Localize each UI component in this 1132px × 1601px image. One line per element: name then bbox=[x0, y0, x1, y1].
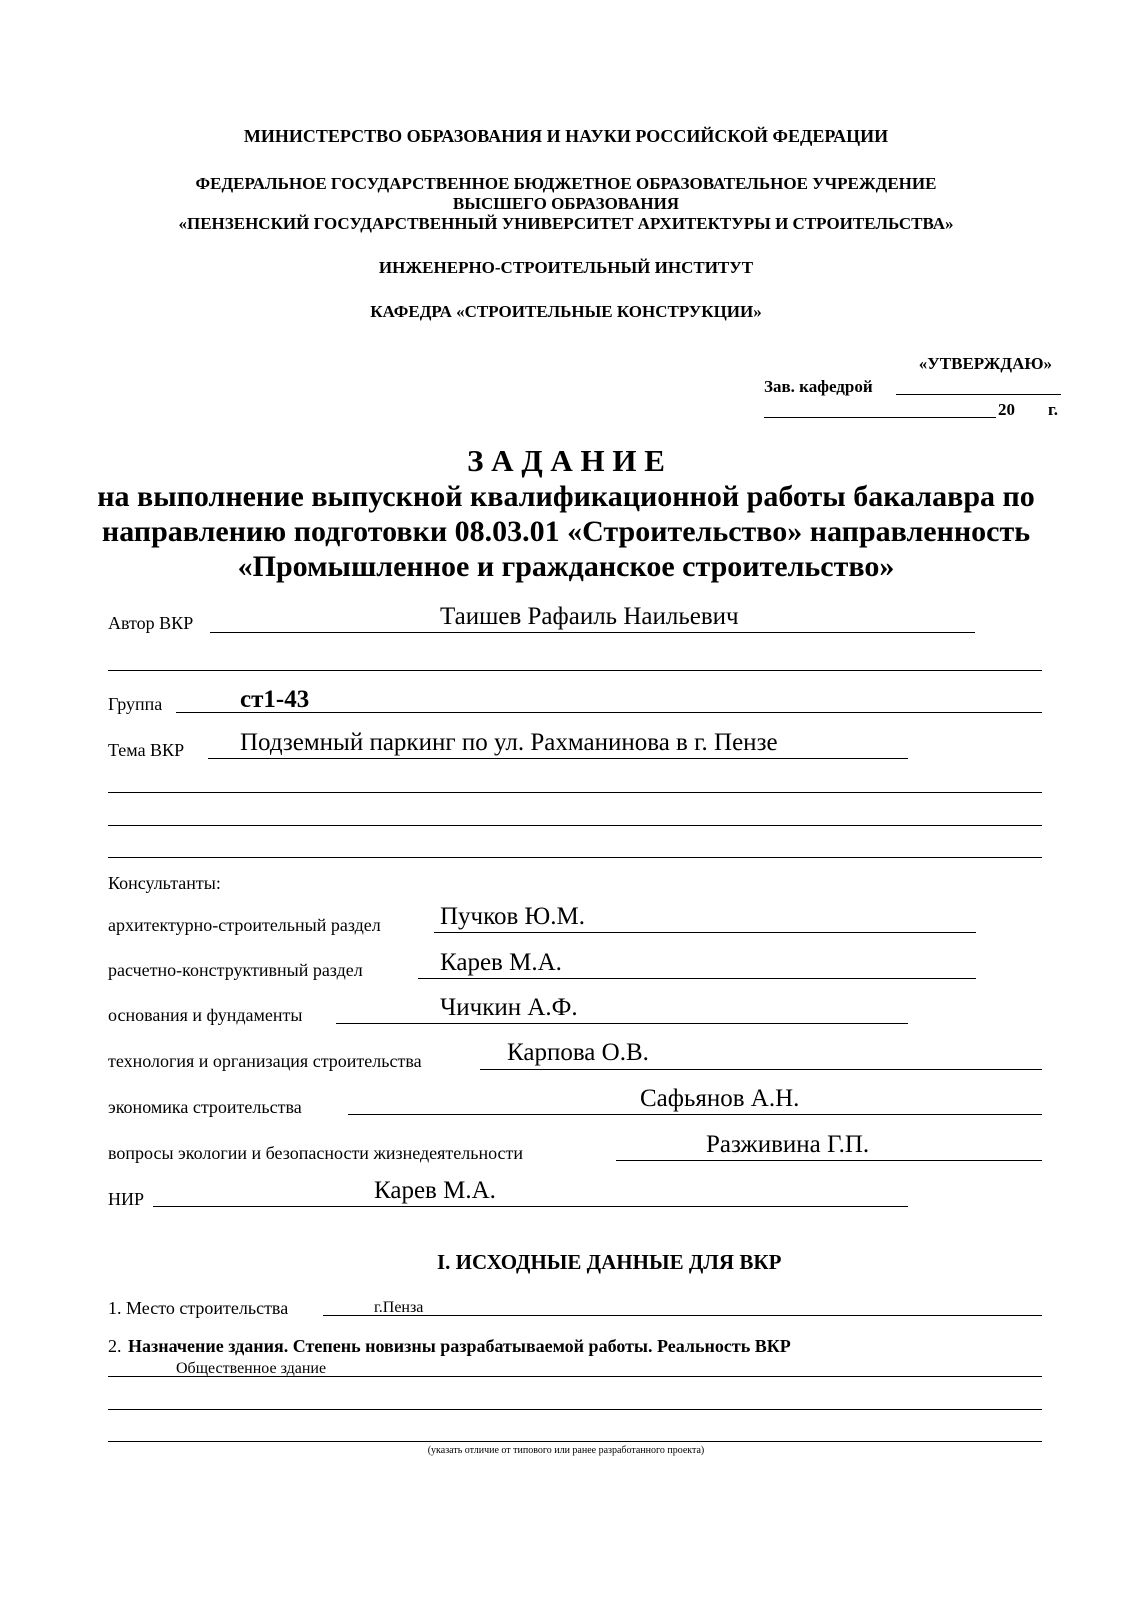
construction-site-value: г.Пенза bbox=[374, 1299, 424, 1316]
consultant-value-structural: Карев М.А. bbox=[440, 949, 562, 976]
author-line bbox=[210, 632, 975, 633]
consultant-line-technology bbox=[480, 1069, 1042, 1070]
group-value: ст1-43 bbox=[240, 686, 310, 713]
approval-date-line bbox=[764, 417, 996, 418]
construction-site-label: 1. Место строительства bbox=[108, 1298, 289, 1318]
consultant-value-research: Карев М.А. bbox=[374, 1177, 496, 1204]
consultants-heading: Консультанты: bbox=[108, 873, 221, 893]
building-purpose-number: 2. bbox=[108, 1336, 122, 1356]
consultant-label-technology: технология и организация строительства bbox=[108, 1051, 422, 1071]
title-line-2: направлению подготовки 08.03.01 «Строительство» направленность bbox=[101, 515, 1031, 548]
consultant-value-foundations: Чичкин А.Ф. bbox=[440, 994, 578, 1021]
consultant-value-technology: Карпова О.В. bbox=[507, 1039, 649, 1066]
consultant-line-foundations bbox=[336, 1023, 908, 1024]
institute-heading: ИНЖЕНЕРНО-СТРОИТЕЛЬНЫЙ ИНСТИТУТ bbox=[378, 258, 754, 277]
building-purpose-note: (указать отличие от типового или ранее разработанного проекта) bbox=[427, 1445, 705, 1456]
head-signature-line bbox=[896, 394, 1061, 395]
group-label: Группа bbox=[108, 694, 163, 714]
consultant-label-architecture: архитектурно-строительный раздел bbox=[108, 915, 381, 935]
consultant-line-research bbox=[153, 1206, 908, 1207]
title-line-3: «Промышленное и гражданское строительство» bbox=[237, 550, 895, 583]
institution-line-2: ВЫСШЕГО ОБРАЗОВАНИЯ bbox=[452, 194, 680, 213]
building-purpose-label: Назначение здания. Степень новизны разрабатываемой работы. Реальность ВКР bbox=[128, 1336, 791, 1356]
consultant-label-foundations: основания и фундаменты bbox=[108, 1005, 303, 1025]
topic-extra-line-1 bbox=[108, 792, 1042, 793]
topic-label: Тема ВКР bbox=[108, 740, 185, 760]
building-purpose-line-2 bbox=[108, 1409, 1042, 1410]
consultant-line-architecture bbox=[434, 932, 976, 933]
institution-line-3: «ПЕНЗЕНСКИЙ ГОСУДАРСТВЕННЫЙ УНИВЕРСИТЕТ АРХИТЕКТУРЫ И СТРОИТЕЛЬСТВА» bbox=[178, 214, 954, 233]
consultant-label-ecology: вопросы экологии и безопасности жизнедеятельности bbox=[108, 1143, 524, 1163]
topic-line bbox=[208, 758, 908, 759]
approval-year-prefix: 20 bbox=[998, 400, 1015, 419]
topic-value: Подземный паркинг по ул. Рахманинова в г. Пензе bbox=[240, 729, 778, 756]
author-label: Автор ВКР bbox=[108, 613, 194, 633]
department-heading: КАФЕДРА «СТРОИТЕЛЬНЫЕ КОНСТРУКЦИИ» bbox=[370, 302, 762, 321]
topic-extra-line-2 bbox=[108, 825, 1042, 826]
section-1-title: I. ИСХОДНЫЕ ДАННЫЕ ДЛЯ ВКР bbox=[437, 1250, 782, 1274]
author-value: Таишев Рафаиль Наильевич bbox=[440, 603, 739, 630]
building-purpose-line-3 bbox=[108, 1441, 1042, 1442]
topic-extra-line-3 bbox=[108, 857, 1042, 858]
consultant-label-economics: экономика строительства bbox=[108, 1097, 302, 1117]
consultant-value-ecology: Разживина Г.П. bbox=[706, 1131, 870, 1158]
consultant-value-architecture: Пучков Ю.М. bbox=[440, 903, 585, 930]
consultant-line-economics bbox=[348, 1114, 1042, 1115]
approval-year-suffix: г. bbox=[1048, 400, 1059, 419]
author-extra-line bbox=[108, 670, 1042, 671]
head-of-department-label: Зав. кафедрой bbox=[764, 377, 873, 396]
title-line-1: на выполнение выпускной квалификационной работы бакалавра по bbox=[97, 480, 1035, 513]
building-purpose-value: Общественное здание bbox=[176, 1360, 327, 1377]
consultant-value-economics: Сафьянов А.Н. bbox=[640, 1085, 800, 1112]
approve-stamp-text: «УТВЕРЖДАЮ» bbox=[918, 354, 1052, 373]
consultant-label-research: НИР bbox=[108, 1189, 145, 1209]
document-title: З А Д А Н И Е bbox=[467, 443, 665, 478]
construction-site-line bbox=[323, 1315, 1042, 1316]
ministry-heading: МИНИСТЕРСТВО ОБРАЗОВАНИЯ И НАУКИ РОССИЙСКОЙ ФЕДЕРАЦИИ bbox=[243, 126, 889, 146]
consultant-line-ecology bbox=[616, 1160, 1042, 1161]
institution-line-1: ФЕДЕРАЛЬНОЕ ГОСУДАРСТВЕННОЕ БЮДЖЕТНОЕ ОБРАЗОВАТЕЛЬНОЕ УЧРЕЖДЕНИЕ bbox=[195, 174, 937, 193]
consultant-label-structural: расчетно-конструктивный раздел bbox=[108, 960, 363, 980]
consultant-line-structural bbox=[418, 978, 976, 979]
